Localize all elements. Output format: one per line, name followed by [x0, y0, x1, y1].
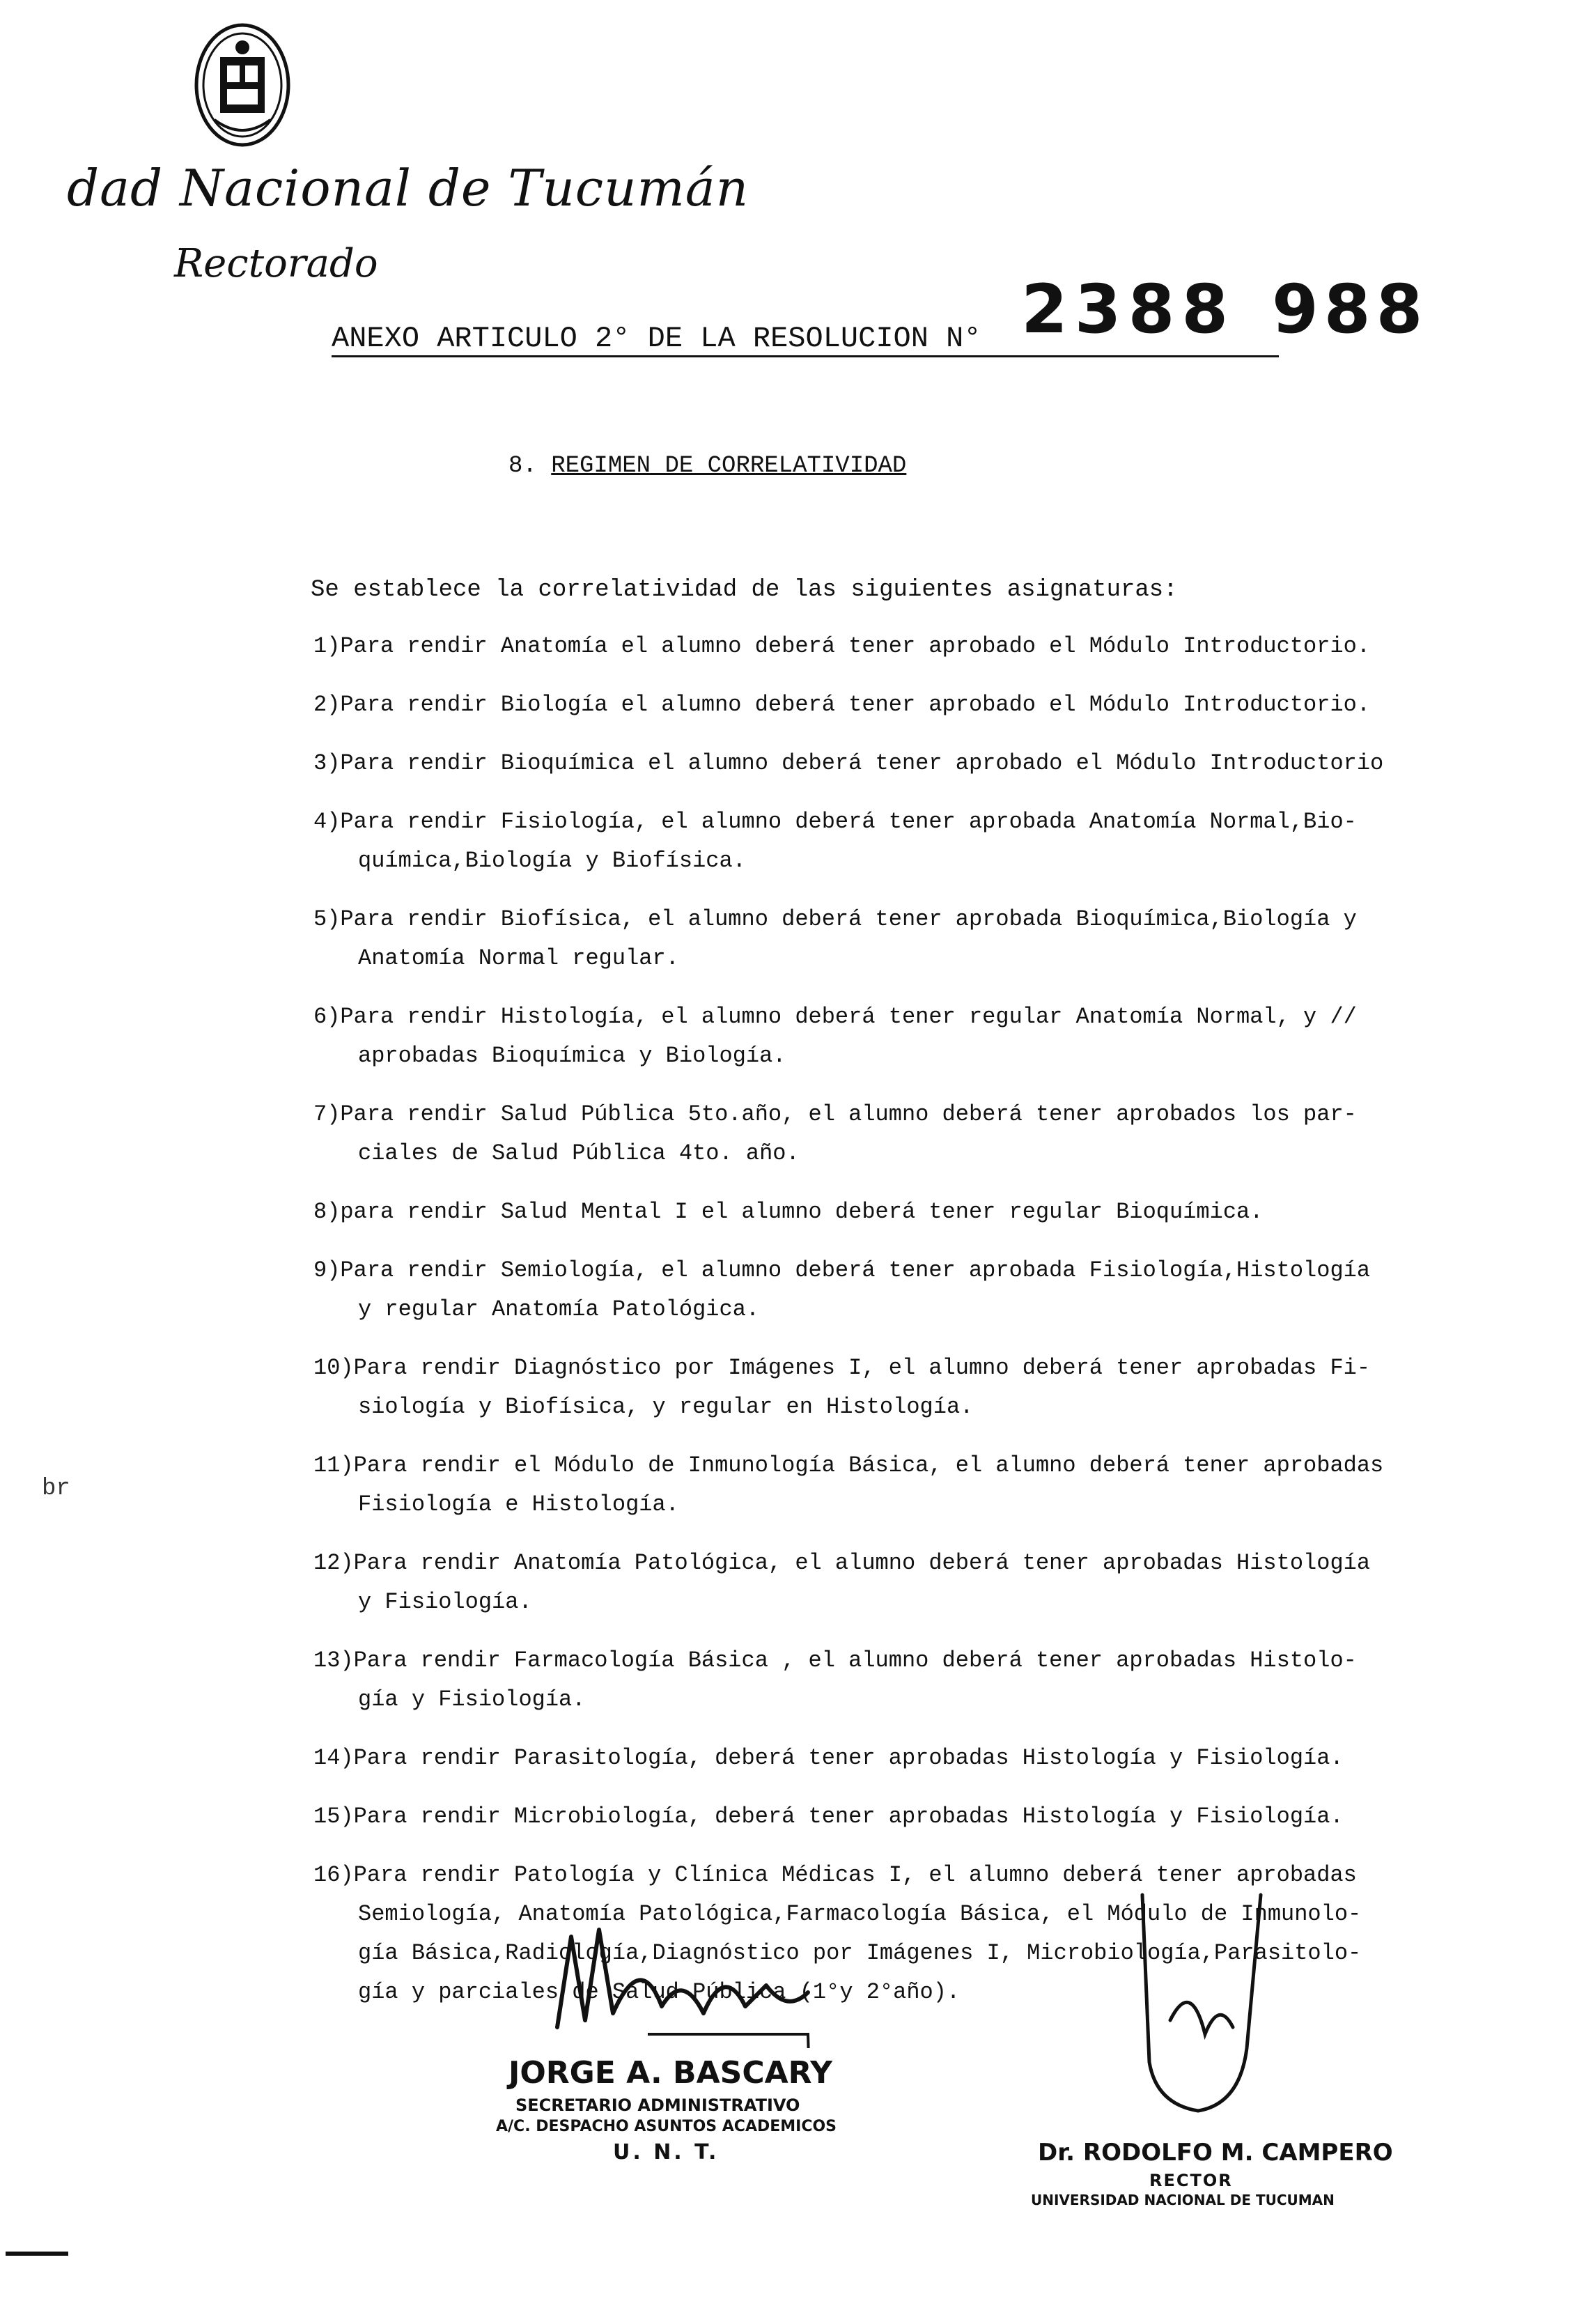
signature-block-left	[488, 1909, 878, 2187]
section-number: 8.	[508, 453, 537, 479]
signer-name: JORGE A. BASCARY	[508, 2055, 833, 2091]
list-item	[313, 1641, 1400, 1719]
margin-bar	[6, 2252, 68, 2256]
signer-role: A/C. DESPACHO ASUNTOS ACADEMICOS	[496, 2118, 837, 2135]
item-line-continued: Anatomía Normal regular.	[358, 945, 679, 971]
item-line-continued: y regular Anatomía Patológica.	[358, 1296, 760, 1322]
list-item	[313, 1544, 1400, 1622]
item-number: 16)	[313, 1862, 354, 1888]
item-line-continued: y Fisiología.	[358, 1589, 532, 1615]
list-item	[313, 744, 1400, 783]
signer-name: Dr. RODOLFO M. CAMPERO	[1038, 2139, 1393, 2167]
signer-role: SECRETARIO ADMINISTRATIVO	[515, 2096, 800, 2115]
signer-institution: UNIVERSIDAD NACIONAL DE TUCUMAN	[1031, 2192, 1335, 2208]
resolution-suffix: 988	[1272, 270, 1429, 348]
item-line-continued: química,Biología y Biofísica.	[358, 848, 746, 874]
list-item	[313, 1797, 1400, 1836]
signature-block-right	[1017, 1881, 1449, 2229]
intro-text: Se establece la correlatividad de las siguientes asignaturas:	[311, 577, 1178, 603]
margin-note: br	[42, 1475, 70, 1502]
item-number: 10)	[313, 1355, 354, 1381]
item-line: Para rendir Microbiología, deberá tener aprobadas Histología y Fisiología.	[353, 1804, 1344, 1829]
item-number: 2)	[313, 692, 341, 718]
item-line: Para rendir Biofísica, el alumno deberá tener aprobada Bioquímica,Biología y	[340, 906, 1357, 932]
list-item	[313, 1739, 1400, 1778]
signer-institution: U. N. T.	[613, 2140, 720, 2164]
section-title-text: REGIMEN DE CORRELATIVIDAD	[551, 453, 907, 479]
correlativity-list	[313, 627, 1400, 2031]
item-line: Para rendir Semiología, el alumno deberá tener aprobada Fisiología,Histología	[340, 1257, 1371, 1283]
item-number: 13)	[313, 1648, 354, 1673]
list-item	[313, 1193, 1400, 1232]
list-item	[313, 803, 1400, 881]
office-name: Rectorado	[174, 241, 378, 286]
list-item	[313, 900, 1400, 978]
item-line-continued: aprobadas Bioquímica y Biología.	[358, 1043, 786, 1069]
list-item	[313, 1446, 1400, 1524]
annex-header	[332, 270, 1429, 361]
list-item	[313, 627, 1400, 666]
item-line-continued: Fisiología e Histología.	[358, 1492, 679, 1517]
item-number: 12)	[313, 1550, 354, 1576]
annex-label: ANEXO ARTICULO 2° DE LA RESOLUCION N°	[332, 322, 981, 355]
university-seal-icon	[194, 22, 291, 148]
signer-role: RECTOR	[1149, 2171, 1233, 2190]
item-line-continued: gía y Fisiología.	[358, 1687, 586, 1712]
item-number: 15)	[313, 1804, 354, 1829]
list-item	[313, 1251, 1400, 1329]
annex-underline	[332, 355, 1279, 357]
item-number: 7)	[313, 1101, 341, 1127]
item-number: 9)	[313, 1257, 341, 1283]
item-number: 4)	[313, 809, 341, 835]
item-line: Para rendir Anatomía el alumno deberá tener aprobado el Módulo Introductorio.	[340, 633, 1371, 659]
item-line-continued: gía y parciales de Salud Pública (1°y 2°año).	[358, 1979, 961, 2005]
item-number: 14)	[313, 1745, 354, 1771]
list-item	[313, 1095, 1400, 1173]
item-line: Para rendir el Módulo de Inmunología Básica, el alumno deberá tener aprobadas	[353, 1452, 1384, 1478]
item-line: Para rendir Biología el alumno deberá tener aprobado el Módulo Introductorio.	[340, 692, 1371, 718]
handwritten-signature-icon	[1101, 1881, 1309, 2118]
item-line: Para rendir Patología y Clínica Médicas I, el alumno deberá tener aprobadas	[353, 1862, 1357, 1888]
item-line: Para rendir Parasitología, deberá tener aprobadas Histología y Fisiología.	[353, 1745, 1344, 1771]
item-line: Para rendir Fisiología, el alumno deberá tener aprobada Anatomía Normal,Bio-	[340, 809, 1357, 835]
item-number: 11)	[313, 1452, 354, 1478]
item-line: para rendir Salud Mental I el alumno deberá tener regular Bioquímica.	[340, 1199, 1264, 1225]
list-item	[313, 685, 1400, 725]
resolution-number: 2388	[1021, 270, 1236, 348]
item-line-continued: ciales de Salud Pública 4to. año.	[358, 1140, 800, 1166]
item-number: 8)	[313, 1199, 341, 1225]
list-item	[313, 1349, 1400, 1427]
item-line-continued: Semiología, Anatomía Patológica,Farmacología Básica, el Módulo de Inmunolo-	[358, 1901, 1362, 1927]
item-line: Para rendir Anatomía Patológica, el alumno deberá tener aprobadas Histología	[353, 1550, 1371, 1576]
item-number: 5)	[313, 906, 341, 932]
list-item	[313, 998, 1400, 1076]
item-line: Para rendir Salud Pública 5to.año, el alumno deberá tener aprobados los par-	[340, 1101, 1357, 1127]
item-line: Para rendir Histología, el alumno deberá tener regular Anatomía Normal, y //	[340, 1004, 1357, 1030]
item-line: Para rendir Farmacología Básica , el alumno deberá tener aprobadas Histolo-	[353, 1648, 1357, 1673]
item-number: 3)	[313, 750, 341, 776]
item-number: 6)	[313, 1004, 341, 1030]
university-name: dad Nacional de Tucumán	[67, 159, 749, 217]
item-line-continued: gía Básica,Radiología,Diagnóstico por Imágenes I, Microbiología,Parasitolo-	[358, 1940, 1362, 1966]
item-line: Para rendir Bioquímica el alumno deberá tener aprobado el Módulo Introductorio	[340, 750, 1384, 776]
item-number: 1)	[313, 633, 341, 659]
handwritten-signature-icon	[543, 1909, 822, 2048]
section-title	[508, 453, 906, 479]
item-line-continued: siología y Biofísica, y regular en Histología.	[358, 1394, 974, 1420]
item-line: Para rendir Diagnóstico por Imágenes I, el alumno deberá tener aprobadas Fi-	[353, 1355, 1371, 1381]
